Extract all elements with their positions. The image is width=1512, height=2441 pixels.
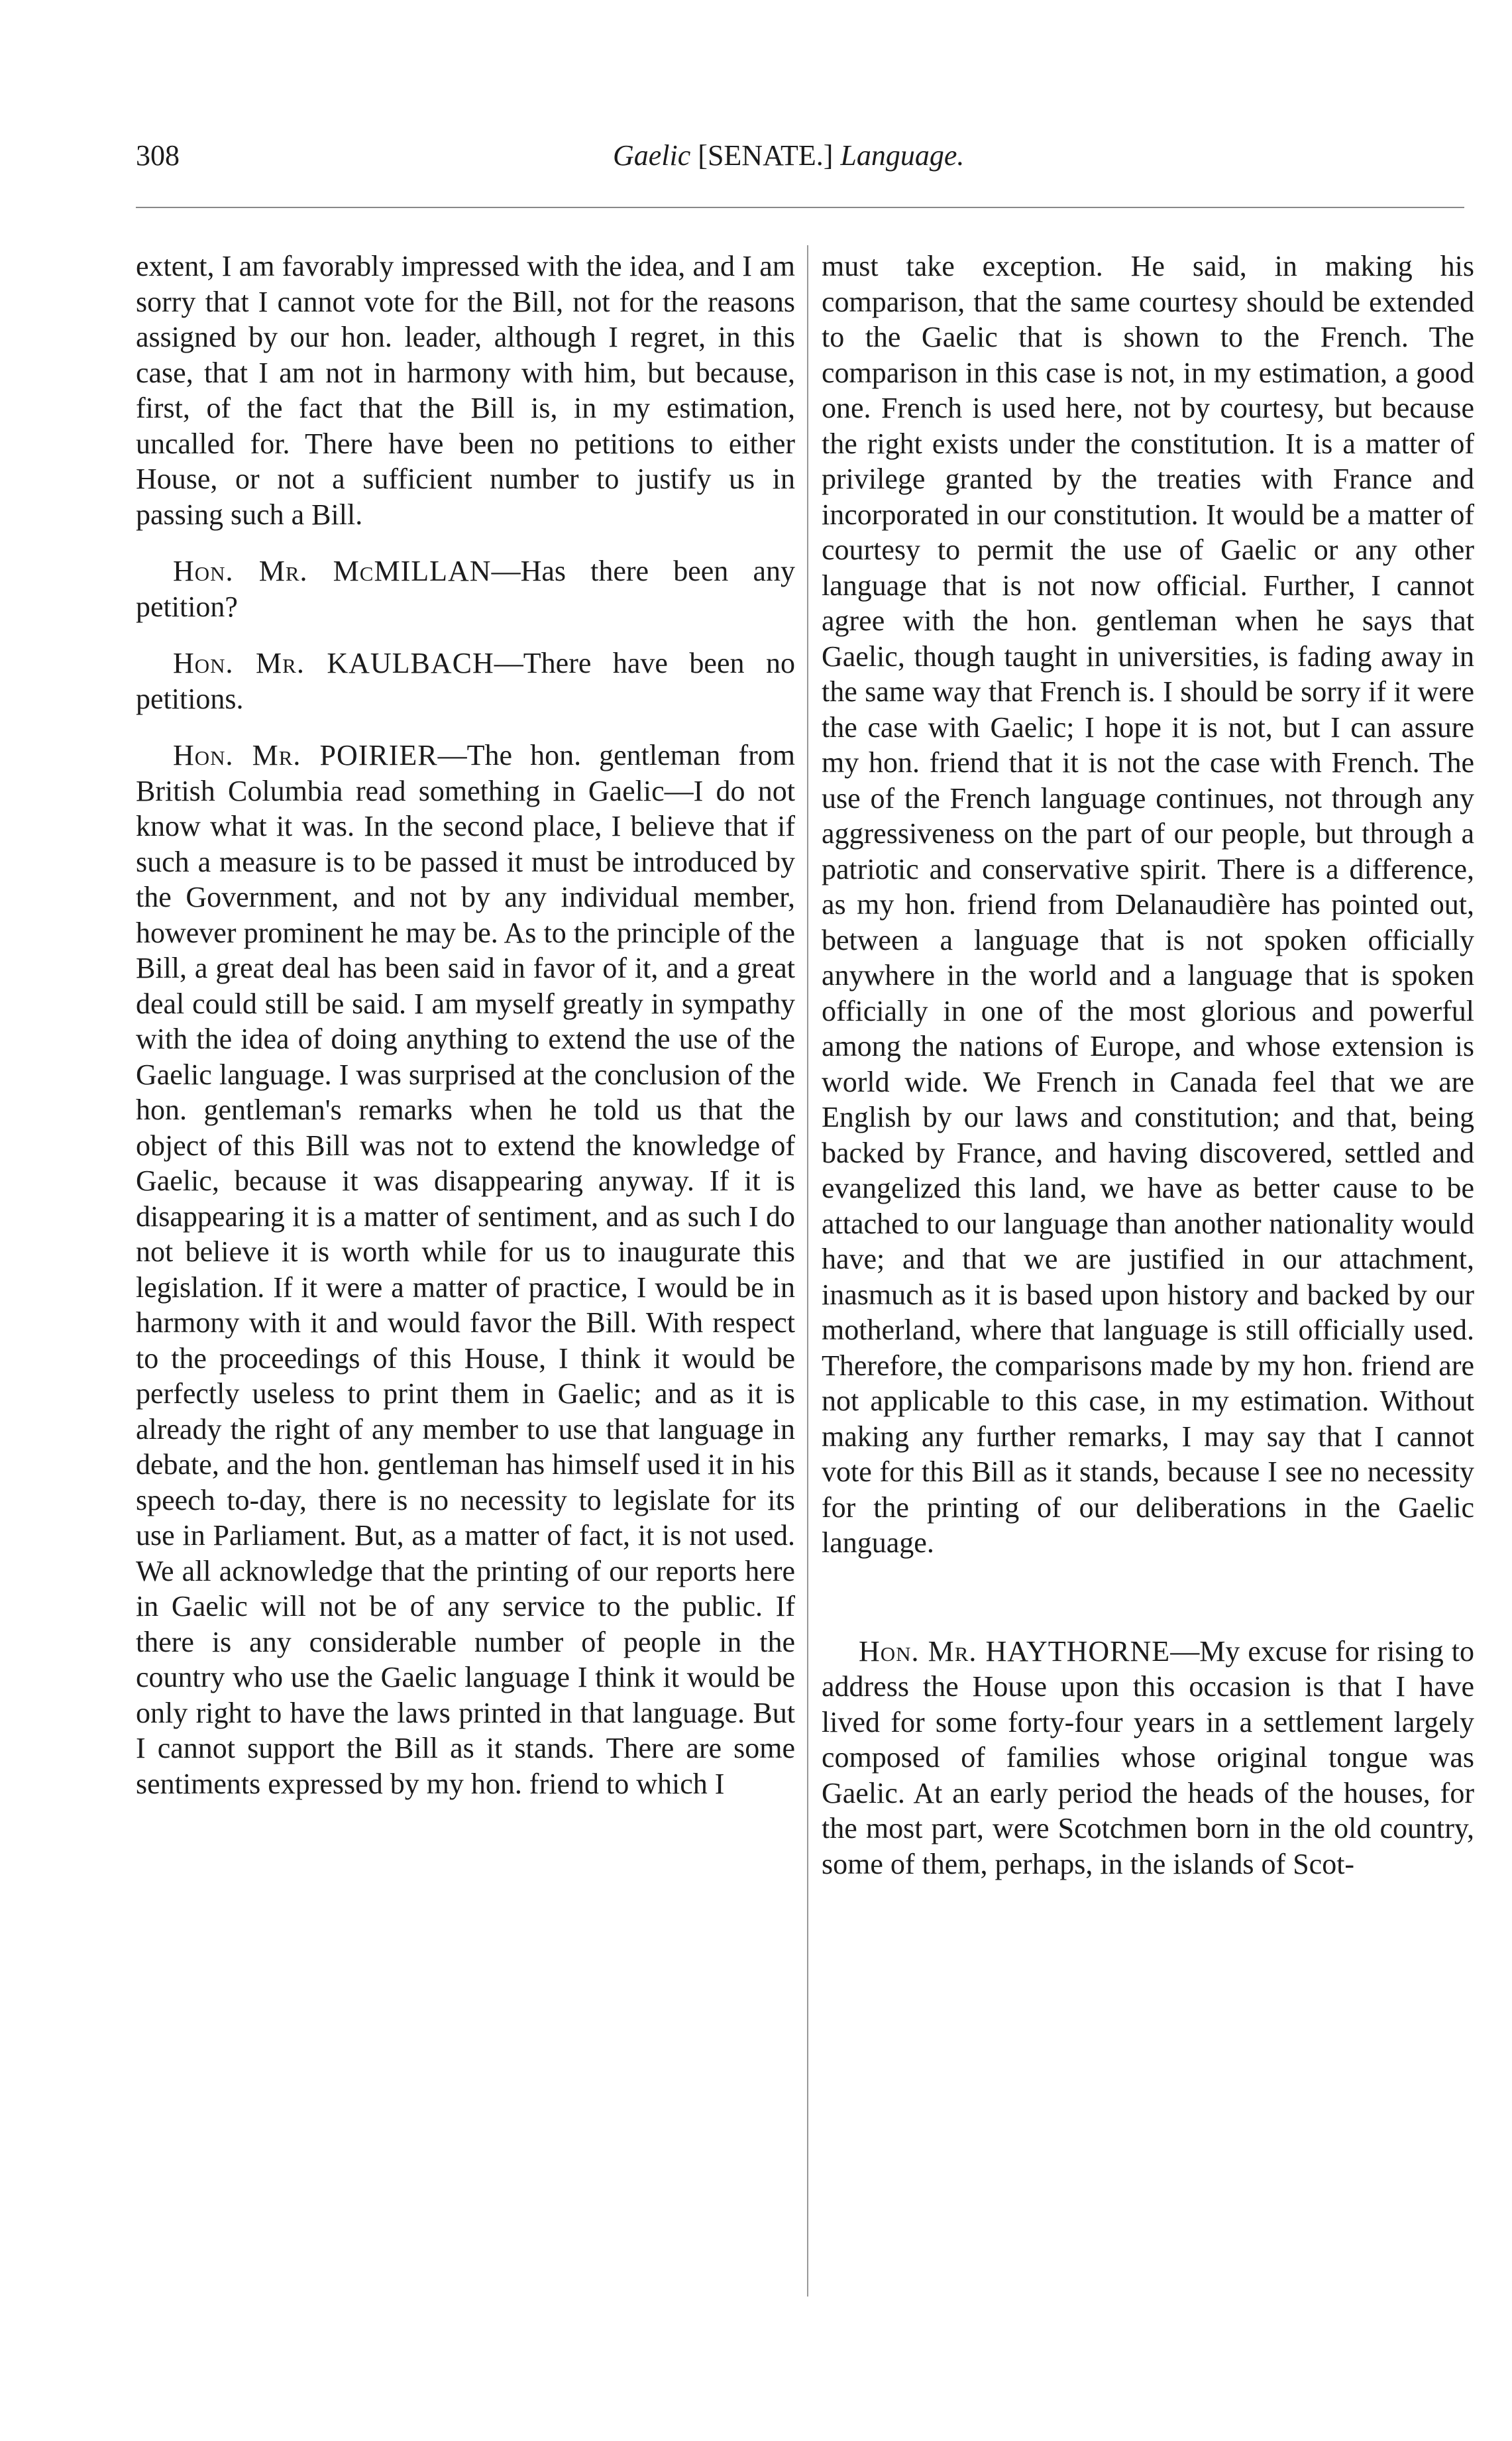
speaker-name: Hon. Mr. KAULBACH [173, 647, 494, 679]
speech-text: —Has there been any petition? [136, 555, 796, 623]
speech-text: —The hon. gentleman from British Columbia read something in Gaelic—I do not know what it was. In the second place, I believe that if such a measure is to be passed it must be introduced by the Government, and not by any individual member, however prominent he may be. As to the principle of the Bill, a great deal has been said in favor of it, and a great deal could still be said. I am myself greatly in sympathy with the idea of doing anything to extend the use of the Gaelic language. I was surprised at the conclusion of the hon. gentleman's remarks when he told us that the object of this Bill was not to extend the knowledge of Gaelic, because it was disappearing anyway. If it is disappearing it is a matter of sentiment, and as such I do not believe it is worth while for us to inaugurate this legislation. If it were a matter of practice, I would be in harmony with it and would favor the Bill. With respect to the proceedings of this House, I think it would be perfectly useless to print them in Gaelic; and as it is already the right of any member to use that language in debate, and the hon. gentleman has himself used it in his speech to-day, there is no necessity to legislate for its use in Parliament. But, as a matter of fact, it is not used. We all acknowledge that the printing of our reports here in Gaelic will not be of any service to the public. If there is any considerable number of people in the country who use the Gaelic language I think it would be only right to have the laws printed in that language. But I cannot support the Bill as it stands. There are some sentiments expressed by my hon. friend to which I [136, 739, 795, 1800]
paragraph: extent, I am favorably impressed with the idea, and I am sorry that I cannot vote for the Bill, not for the reasons assigned by our hon. leader, although I regret, in this case, that I am not in harmony with him, but because, first, of the fact that the Bill is, in my estimation, uncalled for. There have been no petitions to either House, or not a sufficient number to justify us in passing such a Bill. [136, 250, 795, 531]
running-head [613, 136, 964, 176]
running-head-left: Gaelic [613, 139, 691, 172]
paragraph [822, 1634, 1474, 1882]
page-header [136, 136, 1448, 182]
header-rule [136, 207, 1464, 208]
running-head-right: Language. [840, 139, 965, 172]
paragraph [136, 646, 795, 716]
paragraph: must take exception. He said, in making his comparison, that the same courtesy should be extended to the Gaelic that is shown to the French. The comparison in this case is not, in my estimation, a good one. French is used here, not by courtesy, but because the right exists under the constitution. It is a matter of privilege granted by the treaties with France and incorporated in our constitution. It would be a matter of courtesy to permit the use of Gaelic or any other language that is not now official. Further, I cannot agree with the hon. gentleman when he says that Gaelic, though taught in universities, is fading away in the same way that French is. I should be sorry if it were the case with Gaelic; I hope it is not, but I can assure my hon. friend that it is not the case with French. The use of the French language continues, not through any aggressiveness on the part of our people, but through a patriotic and conservative spirit. There is a difference, as my hon. friend from Delanaudière has pointed out, between a language that is not spoken officially anywhere in the world and a language that is spoken officially in one of the most glorious and powerful among the nations of Europe, and whose extension is world wide. We French in Canada feel that we are English by our laws and constitution; and that, being backed by France, and having discovered, settled and evangelized this land, we have as better cause to be attached to our language than another nationality would have; and that we are justified in our attachment, inasmuch as it is based upon history and backed by our motherland, where that language is still officially used. Therefore, the comparisons made by my hon. friend are not applicable to this case, in my estimation. Without making any further remarks, I may say that I cannot vote for this Bill as it stands, because I see no necessity for the printing of our deliberations in the Gaelic language. [822, 250, 1474, 1559]
speech-text: —There have been no petitions. [136, 647, 795, 715]
right-column [822, 249, 1474, 1882]
page-number: 308 [136, 139, 180, 172]
speech-text: —My excuse for rising to address the House upon this occasion is that I have lived for some forty-four years in a settlement largely composed of families whose original tongue was Gaelic. At an early period the heads of the houses, for the most part, were Scotchmen born in the old country, some of them, perhaps, in the islands of Scot- [822, 1634, 1474, 1880]
paragraph [136, 553, 795, 624]
speaker-name: Hon. Mr. POIRIER [173, 739, 438, 771]
running-head-center: [SENATE.] [698, 139, 834, 172]
column-divider [807, 245, 808, 2297]
speaker-name: Hon. Mr. McMILLAN [173, 555, 492, 587]
left-column [136, 249, 795, 1801]
paragraph [136, 738, 795, 1801]
speaker-name: Hon. Mr. HAYTHORNE [859, 1634, 1171, 1668]
